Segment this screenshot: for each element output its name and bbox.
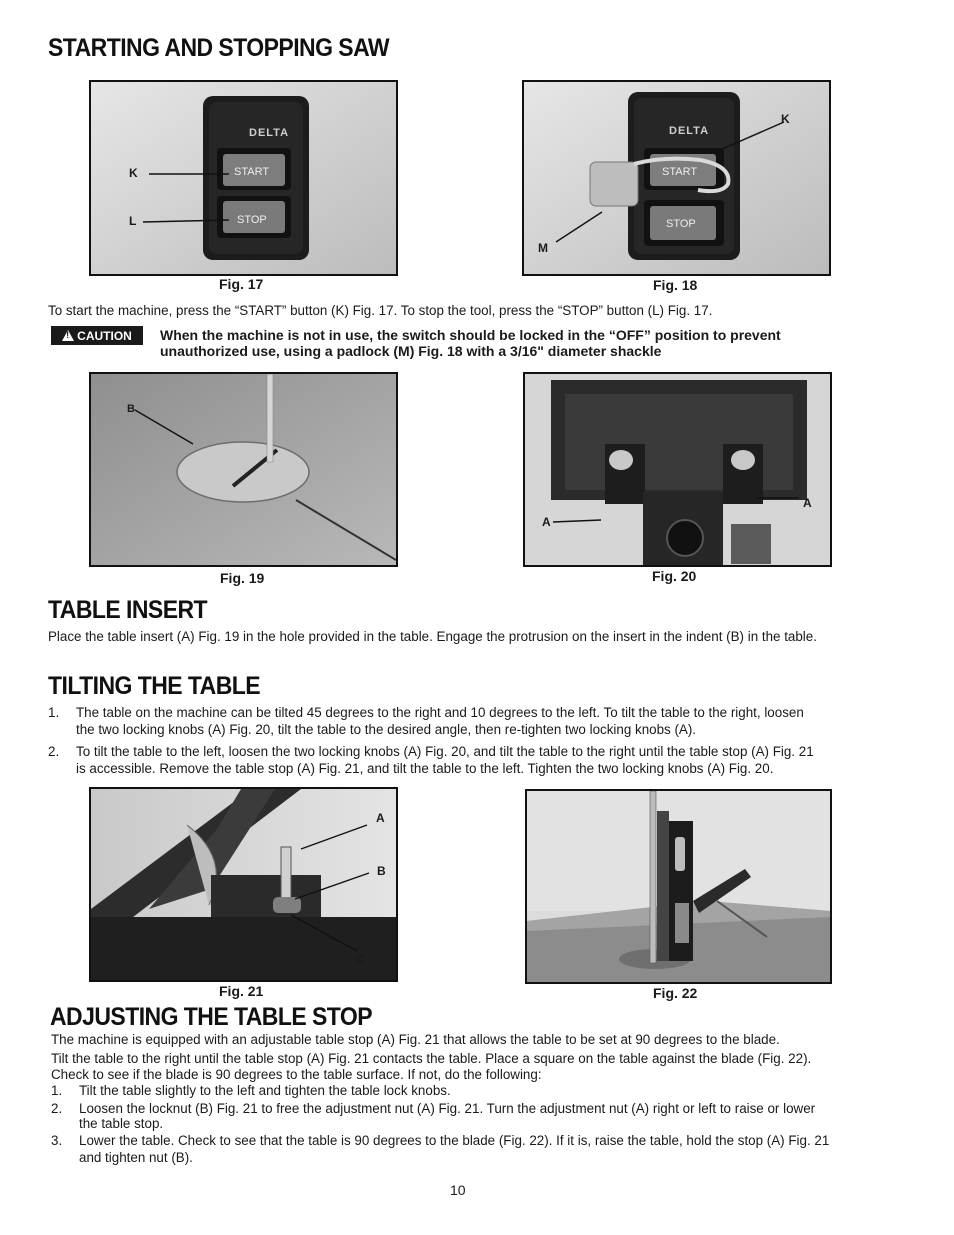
table-stop-illustration	[91, 789, 396, 980]
step-number: 2.	[48, 744, 60, 759]
caption-fig-17: Fig. 17	[219, 276, 264, 292]
callout-a-left: A	[542, 515, 551, 529]
adjusting-intro: The machine is equipped with an adjustable table stop (A) Fig. 21 that allows the table to be set at 90 degrees to the blade.	[51, 1032, 780, 1047]
paragraph-line: Tilt the table to the right until the table stop (A) Fig. 21 contacts the table. Place a square on the table against the blade (Fig. 22).	[51, 1051, 812, 1066]
callout-a-right: A	[803, 496, 812, 510]
figure-18-padlock	[522, 80, 831, 276]
caution-label: CAUTION	[77, 328, 132, 343]
callout-k: K	[129, 166, 138, 180]
switch-brand-label: DELTA	[249, 127, 290, 139]
square-against-blade-illustration	[527, 791, 830, 982]
step-text-line: Tilt the table slightly to the left and tighten the table lock knobs.	[79, 1083, 451, 1098]
figure-19-table-insert	[89, 372, 398, 567]
caution-badge	[51, 326, 143, 345]
callout-b: B	[127, 403, 135, 415]
callout-k: K	[781, 112, 790, 126]
callout-a: A	[376, 811, 385, 825]
caption-fig-18: Fig. 18	[653, 277, 698, 293]
step-number: 2.	[51, 1101, 63, 1116]
warning-triangle-icon	[62, 330, 74, 341]
caption-fig-22: Fig. 22	[653, 985, 698, 1001]
caution-text-line-2: unauthorized use, using a padlock (M) Fig. 18 with a 3/16" diameter shackle	[160, 343, 662, 359]
step-number: 1.	[51, 1083, 63, 1098]
step-number: 3.	[51, 1133, 63, 1148]
step-text-line: is accessible. Remove the table stop (A) Fig. 21, and tilt the table to the left. Tighten the two locking knobs (A) Fig. 20.	[76, 760, 774, 776]
table-insert-illustration	[91, 374, 396, 565]
padlocked-switch-illustration	[524, 82, 829, 274]
start-button-label: START	[662, 166, 698, 178]
stop-button-label: STOP	[666, 218, 696, 230]
step-text-line: Lower the table. Check to see that the table is 90 degrees to the blade (Fig. 22). If it is, raise the table, hold the stop (A) Fig. 21	[79, 1133, 830, 1148]
caption-fig-19: Fig. 19	[220, 570, 265, 586]
step-text-line: Loosen the locknut (B) Fig. 21 to free the adjustment nut (A) Fig. 21. Turn the adjustment nut (A) right or left to raise or lower	[79, 1101, 816, 1116]
step-text-line: the two locking knobs (A) Fig. 20, tilt the table to the desired angle, then re-tighten two locking knobs (A).	[76, 721, 697, 737]
step-text-line: the table stop.	[79, 1115, 164, 1131]
step-number: 1.	[48, 705, 60, 720]
section-heading-table-insert: TABLE INSERT	[48, 596, 208, 624]
adjusting-step-1	[51, 1083, 881, 1100]
step-text-line: To tilt the table to the left, loosen the two locking knobs (A) Fig. 20, and tilt the table to the right until the table stop (A) Fig. 21	[76, 744, 814, 759]
start-stop-instructions: To start the machine, press the “START” button (K) Fig. 17. To stop the tool, press the “STOP” button (L) Fig. 17.	[48, 303, 713, 318]
step-text-line: The table on the machine can be tilted 45 degrees to the right and 10 degrees to the left. To tilt the table to the right, loosen	[76, 705, 804, 720]
start-button-label: START	[234, 166, 270, 178]
adjusting-paragraph	[51, 1051, 811, 1083]
callout-l: L	[129, 214, 137, 228]
step-text-line: and tighten nut (B).	[79, 1149, 193, 1165]
page-number: 10	[450, 1182, 466, 1198]
adjusting-step-2	[51, 1101, 881, 1132]
callout-m: M	[538, 241, 548, 255]
caution-text-line-1: When the machine is not in use, the switch should be locked in the “OFF” position to prevent	[160, 327, 781, 343]
figure-20-locking-knobs	[523, 372, 832, 567]
figure-17-switch	[89, 80, 398, 276]
table-insert-instructions: Place the table insert (A) Fig. 19 in the hole provided in the table. Engage the protrusion on the insert in the indent (B) in the table.	[48, 629, 817, 644]
adjusting-step-3	[51, 1133, 881, 1166]
caption-fig-20: Fig. 20	[652, 568, 697, 584]
section-heading-starting-stopping: STARTING AND STOPPING SAW	[48, 34, 390, 62]
figure-22-square-check	[525, 789, 832, 984]
tilting-step-2	[48, 744, 878, 777]
callout-b: B	[377, 864, 386, 878]
paragraph-line: Check to see if the blade is 90 degrees to the table surface. If not, do the following:	[51, 1066, 542, 1082]
table-underside-illustration	[525, 374, 830, 565]
section-heading-tilting: TILTING THE TABLE	[48, 672, 261, 700]
switch-brand-label: DELTA	[669, 125, 710, 137]
caption-fig-21: Fig. 21	[219, 983, 264, 999]
tilting-step-1	[48, 705, 878, 738]
section-heading-adjusting: ADJUSTING THE TABLE STOP	[50, 1003, 372, 1031]
stop-button-label: STOP	[237, 214, 267, 226]
figure-21-table-stop	[89, 787, 398, 982]
callout-c: C	[356, 952, 365, 966]
